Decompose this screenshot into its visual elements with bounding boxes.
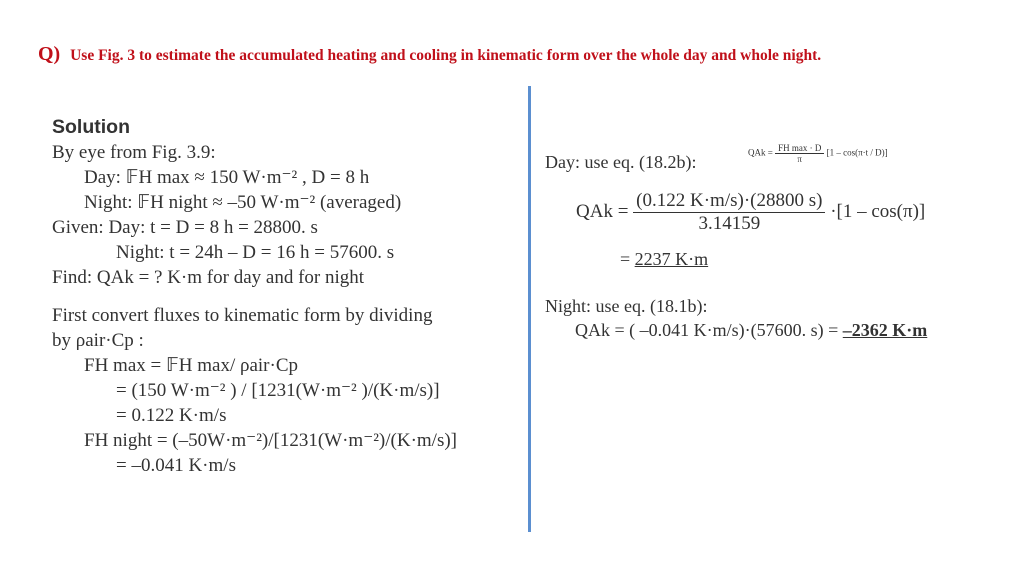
night-label-text: Night: use eq. (18.1b): bbox=[545, 296, 708, 316]
day-label-text: Day: use eq. (18.2b): bbox=[545, 152, 697, 172]
day-result-prefix: = bbox=[620, 249, 635, 269]
night-flux-line: Night: 𝔽H night ≈ –50 W·m⁻² (averaged) bbox=[84, 192, 402, 213]
general-eq-bracket: [1 – cos(π·t / D)] bbox=[826, 147, 888, 158]
day-result-line bbox=[620, 249, 708, 270]
given-night-line: Night: t = 24h – D = 16 h = 57600. s bbox=[116, 242, 395, 263]
day-eq-bracket: ·[1 – cos(π)] bbox=[830, 200, 926, 222]
fhmax-result: = 0.122 K·m/s bbox=[116, 405, 227, 426]
day-flux-line: Day: 𝔽H max ≈ 150 W·m⁻² , D = 8 h bbox=[84, 167, 370, 188]
question-text bbox=[38, 42, 988, 68]
vertical-divider bbox=[528, 86, 531, 532]
night-result-value: –2362 K·m bbox=[842, 320, 928, 340]
general-eq-denominator: π bbox=[797, 154, 802, 164]
question-letter: Q) bbox=[38, 43, 61, 65]
solution-title: Solution bbox=[52, 116, 130, 138]
fhnight-result: = –0.041 K·m/s bbox=[116, 455, 236, 476]
day-eq-lhs: QAk = bbox=[576, 200, 629, 222]
fhmax-substitution: = (150 W·m⁻² ) / [1231(W·m⁻² )/(K·m/s)] bbox=[116, 380, 440, 401]
general-eq-fraction bbox=[775, 143, 824, 164]
convert-line-2: by ρair·Cp : bbox=[52, 330, 144, 351]
find-line: Find: QAk = ? K·m for day and for night bbox=[52, 267, 365, 288]
day-result-value: 2237 K·m bbox=[634, 249, 709, 269]
convert-line: First convert fluxes to kinematic form by dividing bbox=[52, 305, 433, 326]
general-eq-lhs: QAk = bbox=[748, 147, 773, 158]
day-eq-denominator: 3.14159 bbox=[698, 213, 761, 234]
day-equation-label bbox=[545, 152, 696, 173]
day-eq-numerator: (0.122 K·m/s)·(28800 s) bbox=[633, 190, 825, 213]
fhmax-definition: FH max = 𝔽H max/ ρair·Cp bbox=[84, 355, 298, 376]
general-equation bbox=[748, 143, 888, 164]
night-eq-text: QAk = ( –0.041 K·m/s)·(57600. s) = bbox=[575, 320, 843, 340]
given-day-line: Given: Day: t = D = 8 h = 28800. s bbox=[52, 217, 318, 238]
night-equation bbox=[575, 320, 927, 341]
day-equation bbox=[576, 190, 925, 235]
night-equation-label bbox=[545, 296, 707, 317]
general-eq-numerator: FH max · D bbox=[775, 143, 824, 154]
fhnight-definition: FH night = (–50W·m⁻²)/[1231(W·m⁻²)/(K·m/s)] bbox=[84, 430, 458, 451]
solution-panel bbox=[52, 115, 457, 478]
day-eq-fraction bbox=[633, 190, 825, 235]
by-eye-line: By eye from Fig. 3.9: bbox=[52, 142, 216, 163]
question-body: Use Fig. 3 to estimate the accumulated heating and cooling in kinematic form over the whole day and whole night. bbox=[70, 47, 822, 64]
